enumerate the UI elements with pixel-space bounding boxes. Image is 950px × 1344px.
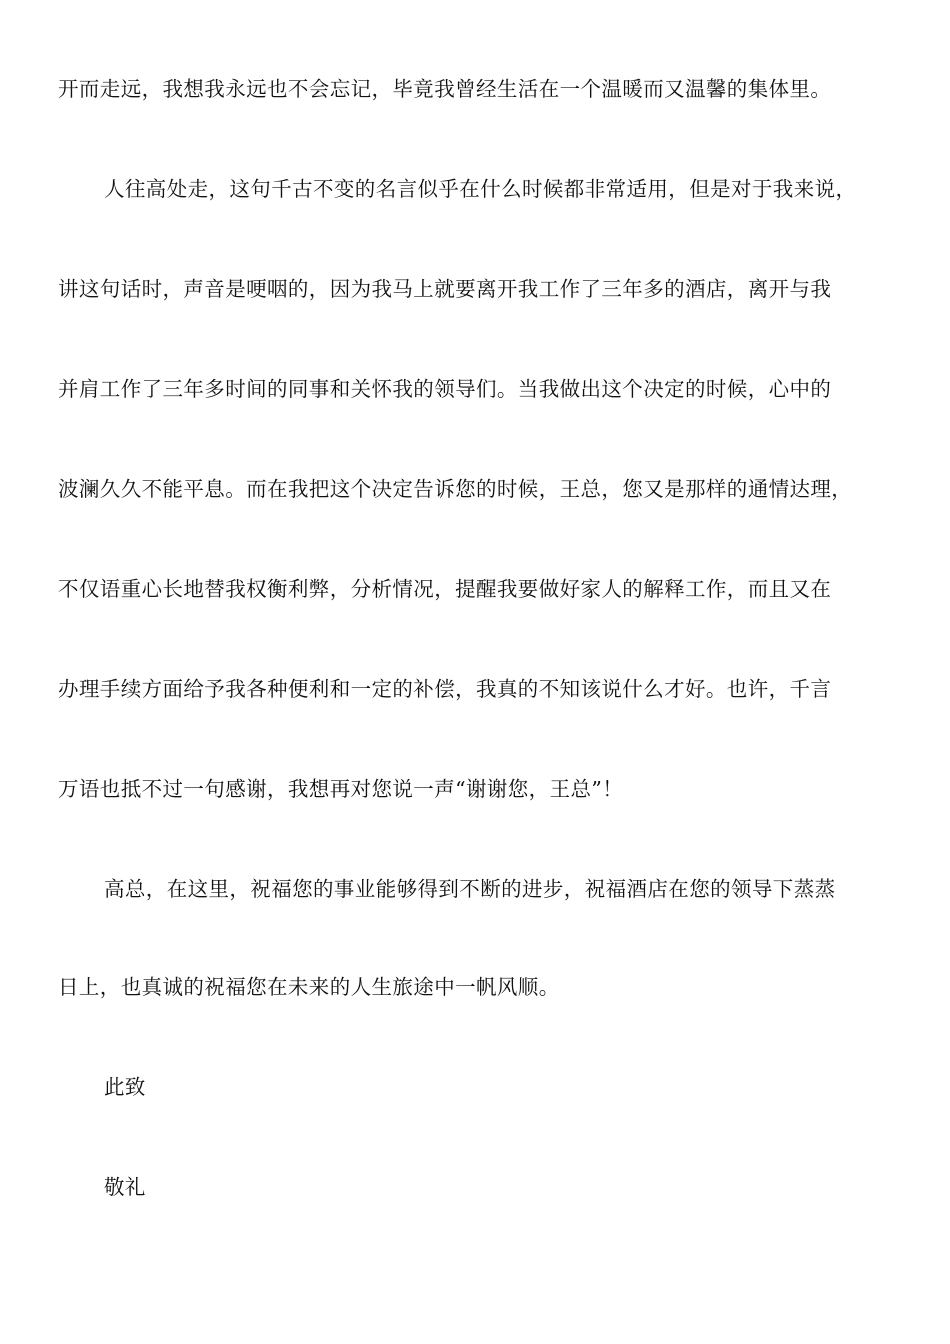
- paragraph-line: 并肩工作了三年多时间的同事和关怀我的领导们。当我做出这个决定的时候，心中的: [58, 377, 832, 401]
- paragraph-line: 开而走远，我想我永远也不会忘记，毕竟我曾经生活在一个温暖而又温馨的集体里。: [58, 77, 832, 101]
- paragraph-line: 日上，也真诚的祝福您在未来的人生旅途中一帆风顺。: [58, 975, 560, 999]
- closing-regards: 敬礼: [104, 1175, 146, 1199]
- paragraph-line: 办理手续方面给予我各种便利和一定的补偿，我真的不知该说什么才好。也许，千言: [58, 677, 832, 701]
- paragraph-line: 高总，在这里，祝福您的事业能够得到不断的进步，祝福酒店在您的领导下蒸蒸: [104, 877, 836, 901]
- paragraph-line: 人往高处走，这句千古不变的名言似乎在什么时候都非常适用，但是对于我来说，: [104, 177, 857, 201]
- closing-salutation: 此致: [104, 1075, 146, 1099]
- paragraph-line: 波澜久久不能平息。而在我把这个决定告诉您的时候，王总，您又是那样的通情达理，: [58, 477, 853, 501]
- paragraph-line: 万语也抵不过一句感谢，我想再对您说一声“谢谢您，王总”！: [58, 777, 624, 801]
- paragraph-line: 讲这句话时，声音是哽咽的，因为我马上就要离开我工作了三年多的酒店，离开与我: [58, 277, 832, 301]
- paragraph-line: 不仅语重心长地替我权衡利弊，分析情况，提醒我要做好家人的解释工作，而且又在: [58, 577, 832, 601]
